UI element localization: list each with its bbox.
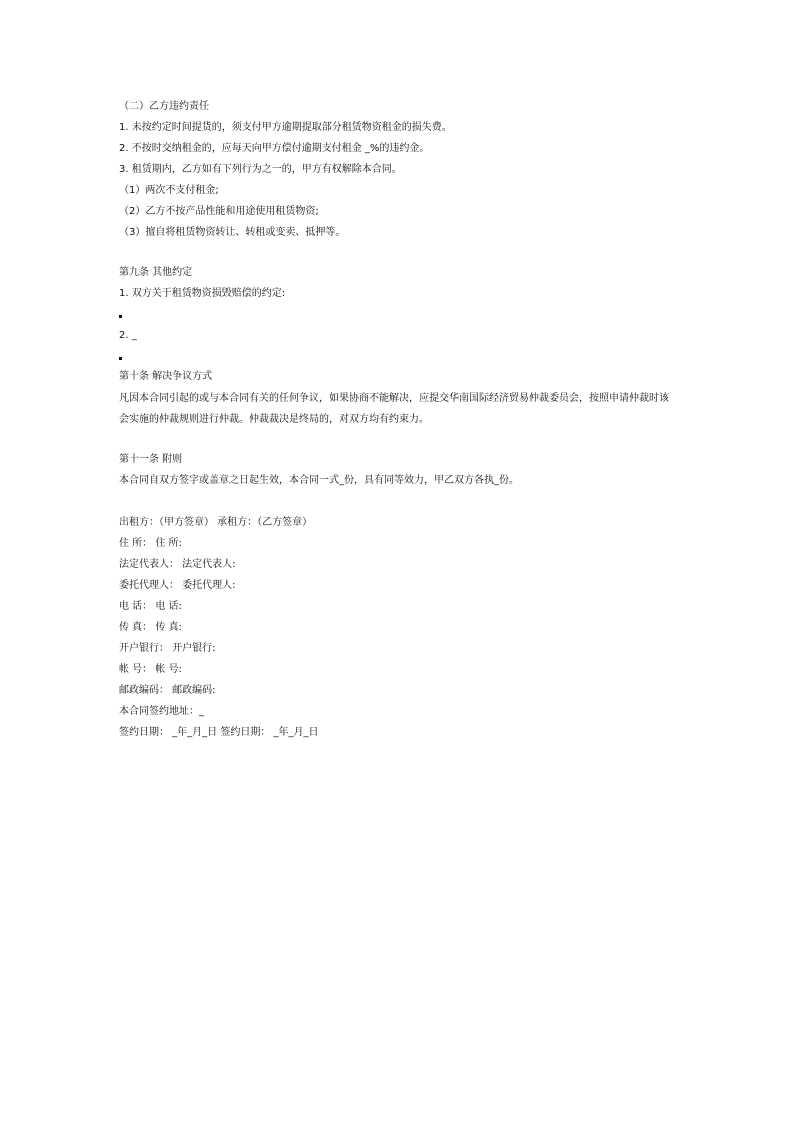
breach-b-item-2: 2. 不按时交纳租金的，应每天向甲方偿付逾期支付租金 _%的违约金。 [119, 143, 430, 154]
article-11-body: 本合同自双方签字或盖章之日起生效，本合同一式_份，具有同等效力，甲乙双方各执_份。 [119, 475, 519, 486]
signature-postcode: 邮政编码： 邮政编码: [119, 685, 216, 696]
signature-bank: 开户银行： 开户银行: [119, 643, 216, 654]
signature-sign-place: 本合同签约地址：_ [119, 706, 204, 717]
article-10-body: 凡因本合同引起的或与本合同有关的任何争议，如果协商不能解决，应提交华南国际经济贸易仲裁委员会，按照申请仲裁时该会实施的仲裁规则进行仲裁。仲裁裁决是终局的，对双方均有约束力。 [119, 393, 669, 425]
breach-b-sub-3: （3）擅自将租赁物资转让、转租或变卖、抵押等。 [119, 227, 346, 238]
signature-fax: 传 真： 传 真: [119, 622, 182, 633]
article-9-item-2: 2. _ [119, 330, 137, 341]
breach-b-sub-2: （2）乙方不按产品性能和用途使用租赁物资; [119, 206, 319, 217]
breach-b-heading: （二）乙方违约责任 [119, 101, 209, 112]
blank-line-marker [119, 315, 122, 318]
signature-account: 帐 号： 帐 号: [119, 664, 182, 675]
article-11-heading: 第十一条 附则 [119, 454, 183, 465]
signature-agent: 委托代理人： 委托代理人: [119, 580, 236, 591]
signature-legal-rep: 法定代表人： 法定代表人: [119, 559, 236, 570]
article-9-heading: 第九条 其他约定 [119, 267, 193, 278]
blank-line-marker [119, 357, 122, 360]
article-10-heading: 第十条 解决争议方式 [119, 371, 213, 382]
breach-b-item-1: 1. 未按约定时间提货的，须支付甲方逾期提取部分租赁物资租金的损失费。 [119, 122, 452, 133]
signature-address: 住 所： 住 所: [119, 538, 182, 549]
breach-b-item-3: 3. 租赁期内，乙方如有下列行为之一的，甲方有权解除本合同。 [119, 164, 402, 175]
signature-parties: 出租方：（甲方签章） 承租方：（乙方签章） [119, 517, 313, 528]
breach-b-sub-1: （1）两次不支付租金; [119, 185, 219, 196]
signature-phone: 电 话： 电 话: [119, 601, 182, 612]
signature-sign-date: 签约日期： _年_月_日 签约日期： _年_月_日 [119, 727, 319, 738]
article-9-item-1: 1. 双方关于租赁物资损毁赔偿的约定: [119, 288, 286, 299]
